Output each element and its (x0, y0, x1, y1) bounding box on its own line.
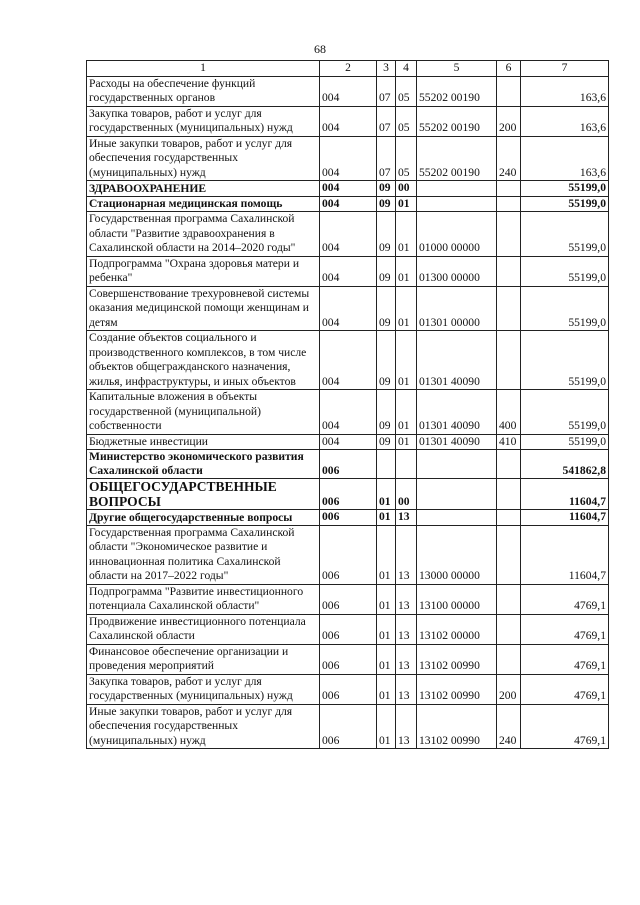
code-subsection-cell: 01 (396, 434, 417, 450)
table-row (87, 106, 609, 136)
table-row (87, 584, 609, 614)
code-section-cell: 09 (377, 256, 396, 286)
code-expense-type-cell (497, 196, 521, 212)
code-section-cell: 09 (377, 196, 396, 212)
row-name-cell: Бюджетные инвестиции (87, 434, 320, 450)
code-subsection-cell: 01 (396, 390, 417, 435)
row-name-cell: Стационарная медицинская помощь (87, 196, 320, 212)
table-row (87, 181, 609, 197)
code-ministry-cell: 006 (320, 704, 377, 749)
code-section-cell: 07 (377, 136, 396, 181)
amount-cell: 163,6 (521, 106, 609, 136)
code-subsection-cell: 01 (396, 256, 417, 286)
code-expense-type-cell (497, 614, 521, 644)
amount-cell: 4769,1 (521, 644, 609, 674)
code-subsection-cell: 01 (396, 212, 417, 257)
code-expense-type-cell: 200 (497, 674, 521, 704)
code-expense-type-cell (497, 525, 521, 584)
code-section-cell: 01 (377, 704, 396, 749)
code-subsection-cell: 05 (396, 106, 417, 136)
table-row (87, 331, 609, 390)
column-header: 7 (521, 61, 609, 77)
code-subsection-cell: 13 (396, 510, 417, 526)
code-ministry-cell: 004 (320, 434, 377, 450)
amount-cell: 55199,0 (521, 212, 609, 257)
code-expense-type-cell (497, 76, 521, 106)
code-ministry-cell: 004 (320, 136, 377, 181)
code-target-cell (417, 479, 497, 510)
table-row (87, 614, 609, 644)
code-subsection-cell: 13 (396, 584, 417, 614)
row-name-cell: Финансовое обеспечение организации и проведения мероприятий (87, 644, 320, 674)
code-ministry-cell: 004 (320, 256, 377, 286)
table-row (87, 674, 609, 704)
table-row (87, 525, 609, 584)
code-section-cell: 09 (377, 286, 396, 331)
row-name-cell: Государственная программа Сахалинской области "Развитие здравоохранения в Сахалинской области на 2014–2020 годы" (87, 212, 320, 257)
amount-cell: 55199,0 (521, 286, 609, 331)
code-target-cell: 01301 40090 (417, 331, 497, 390)
code-subsection-cell: 01 (396, 286, 417, 331)
row-name-cell: Подпрограмма "Развитие инвестиционного потенциала Сахалинской области" (87, 584, 320, 614)
code-expense-type-cell (497, 584, 521, 614)
amount-cell: 163,6 (521, 136, 609, 181)
amount-cell: 55199,0 (521, 196, 609, 212)
code-section-cell: 09 (377, 390, 396, 435)
code-ministry-cell: 004 (320, 76, 377, 106)
code-target-cell: 01301 00000 (417, 286, 497, 331)
code-ministry-cell: 004 (320, 212, 377, 257)
code-target-cell: 13102 00990 (417, 674, 497, 704)
table-row (87, 644, 609, 674)
amount-cell: 55199,0 (521, 434, 609, 450)
code-target-cell: 01000 00000 (417, 212, 497, 257)
code-subsection-cell: 13 (396, 674, 417, 704)
code-target-cell (417, 196, 497, 212)
row-name-cell: Расходы на обеспечение функций государственных органов (87, 76, 320, 106)
code-section-cell: 01 (377, 584, 396, 614)
code-target-cell: 55202 00190 (417, 76, 497, 106)
page-number: 68 (314, 42, 326, 56)
code-target-cell: 55202 00190 (417, 136, 497, 181)
code-target-cell: 13102 00990 (417, 704, 497, 749)
amount-cell: 55199,0 (521, 181, 609, 197)
code-expense-type-cell (497, 286, 521, 331)
code-target-cell: 01301 40090 (417, 390, 497, 435)
column-header: 3 (377, 61, 396, 77)
code-ministry-cell: 006 (320, 644, 377, 674)
amount-cell: 4769,1 (521, 584, 609, 614)
code-subsection-cell: 13 (396, 644, 417, 674)
code-subsection-cell: 13 (396, 704, 417, 749)
code-expense-type-cell: 400 (497, 390, 521, 435)
code-ministry-cell: 004 (320, 286, 377, 331)
code-target-cell: 55202 00190 (417, 106, 497, 136)
code-expense-type-cell: 410 (497, 434, 521, 450)
code-ministry-cell: 004 (320, 331, 377, 390)
amount-cell: 11604,7 (521, 510, 609, 526)
code-section-cell: 07 (377, 106, 396, 136)
amount-cell: 11604,7 (521, 525, 609, 584)
code-subsection-cell: 01 (396, 196, 417, 212)
code-subsection-cell: 05 (396, 76, 417, 106)
code-section-cell: 01 (377, 525, 396, 584)
table-row (87, 434, 609, 450)
code-ministry-cell: 004 (320, 106, 377, 136)
row-name-cell: Государственная программа Сахалинской области "Экономическое развитие и инновационная политика Сахалинской области на 2017–2022 годы" (87, 525, 320, 584)
code-section-cell: 07 (377, 76, 396, 106)
table-row (87, 390, 609, 435)
code-section-cell: 09 (377, 331, 396, 390)
column-header: 5 (417, 61, 497, 77)
code-subsection-cell: 13 (396, 525, 417, 584)
amount-cell: 4769,1 (521, 614, 609, 644)
code-section-cell: 09 (377, 434, 396, 450)
code-section-cell: 01 (377, 674, 396, 704)
amount-cell: 163,6 (521, 76, 609, 106)
code-section-cell: 01 (377, 644, 396, 674)
row-name-cell: Создание объектов социального и производственного комплексов, в том числе объектов общегражданского назначения, жилья, инфраструктуры, и иных объектов (87, 331, 320, 390)
code-ministry-cell: 006 (320, 479, 377, 510)
row-name-cell: Другие общегосударственные вопросы (87, 510, 320, 526)
code-expense-type-cell: 200 (497, 106, 521, 136)
row-name-cell: Закупка товаров, работ и услуг для государственных (муниципальных) нужд (87, 106, 320, 136)
code-target-cell: 01301 40090 (417, 434, 497, 450)
amount-cell: 4769,1 (521, 704, 609, 749)
code-expense-type-cell (497, 181, 521, 197)
column-header: 4 (396, 61, 417, 77)
budget-table (86, 60, 609, 749)
code-section-cell: 01 (377, 479, 396, 510)
code-section-cell (377, 450, 396, 479)
table-row (87, 704, 609, 749)
code-subsection-cell: 05 (396, 136, 417, 181)
code-ministry-cell: 006 (320, 525, 377, 584)
row-name-cell: Иные закупки товаров, работ и услуг для обеспечения государственных (муниципальных) нужд (87, 704, 320, 749)
code-target-cell (417, 181, 497, 197)
code-expense-type-cell (497, 450, 521, 479)
code-target-cell (417, 450, 497, 479)
code-ministry-cell: 004 (320, 390, 377, 435)
amount-cell: 11604,7 (521, 479, 609, 510)
amount-cell: 4769,1 (521, 674, 609, 704)
code-section-cell: 01 (377, 614, 396, 644)
table-row (87, 136, 609, 181)
row-name-cell: Министерство экономического развития Сахалинской области (87, 450, 320, 479)
code-expense-type-cell (497, 479, 521, 510)
row-name-cell: Иные закупки товаров, работ и услуг для обеспечения государственных (муниципальных) нужд (87, 136, 320, 181)
code-target-cell (417, 510, 497, 526)
code-target-cell: 13100 00000 (417, 584, 497, 614)
amount-cell: 55199,0 (521, 390, 609, 435)
row-name-cell: ОБЩЕГОСУДАРСТВЕННЫЕ ВОПРОСЫ (87, 479, 320, 510)
column-header: 6 (497, 61, 521, 77)
amount-cell: 55199,0 (521, 331, 609, 390)
code-ministry-cell: 006 (320, 450, 377, 479)
code-expense-type-cell (497, 331, 521, 390)
row-name-cell: ЗДРАВООХРАНЕНИЕ (87, 181, 320, 197)
row-name-cell: Совершенствование трехуровневой системы оказания медицинской помощи женщинам и детям (87, 286, 320, 331)
row-name-cell: Капитальные вложения в объекты государственной (муниципальной) собственности (87, 390, 320, 435)
code-subsection-cell: 13 (396, 614, 417, 644)
code-target-cell: 01300 00000 (417, 256, 497, 286)
row-name-cell: Продвижение инвестиционного потенциала Сахалинской области (87, 614, 320, 644)
row-name-cell: Закупка товаров, работ и услуг для государственных (муниципальных) нужд (87, 674, 320, 704)
code-ministry-cell: 006 (320, 614, 377, 644)
table-row (87, 450, 609, 479)
header-row (87, 61, 609, 77)
table-row (87, 479, 609, 510)
code-expense-type-cell: 240 (497, 136, 521, 181)
column-header: 2 (320, 61, 377, 77)
code-expense-type-cell (497, 212, 521, 257)
table-body (87, 76, 609, 749)
code-target-cell: 13102 00000 (417, 614, 497, 644)
code-ministry-cell: 006 (320, 674, 377, 704)
code-expense-type-cell (497, 256, 521, 286)
code-section-cell: 09 (377, 212, 396, 257)
code-expense-type-cell (497, 510, 521, 526)
code-section-cell: 01 (377, 510, 396, 526)
column-header: 1 (87, 61, 320, 77)
table-row (87, 510, 609, 526)
table-row (87, 212, 609, 257)
code-expense-type-cell (497, 644, 521, 674)
code-subsection-cell: 00 (396, 479, 417, 510)
code-subsection-cell (396, 450, 417, 479)
code-ministry-cell: 004 (320, 181, 377, 197)
code-subsection-cell: 01 (396, 331, 417, 390)
code-target-cell: 13000 00000 (417, 525, 497, 584)
amount-cell: 55199,0 (521, 256, 609, 286)
code-ministry-cell: 006 (320, 510, 377, 526)
code-expense-type-cell: 240 (497, 704, 521, 749)
code-section-cell: 09 (377, 181, 396, 197)
code-target-cell: 13102 00990 (417, 644, 497, 674)
table-row (87, 286, 609, 331)
table-row (87, 196, 609, 212)
code-ministry-cell: 006 (320, 584, 377, 614)
code-subsection-cell: 00 (396, 181, 417, 197)
amount-cell: 541862,8 (521, 450, 609, 479)
table-row (87, 76, 609, 106)
table-row (87, 256, 609, 286)
row-name-cell: Подпрограмма "Охрана здоровья матери и ребенка" (87, 256, 320, 286)
code-ministry-cell: 004 (320, 196, 377, 212)
